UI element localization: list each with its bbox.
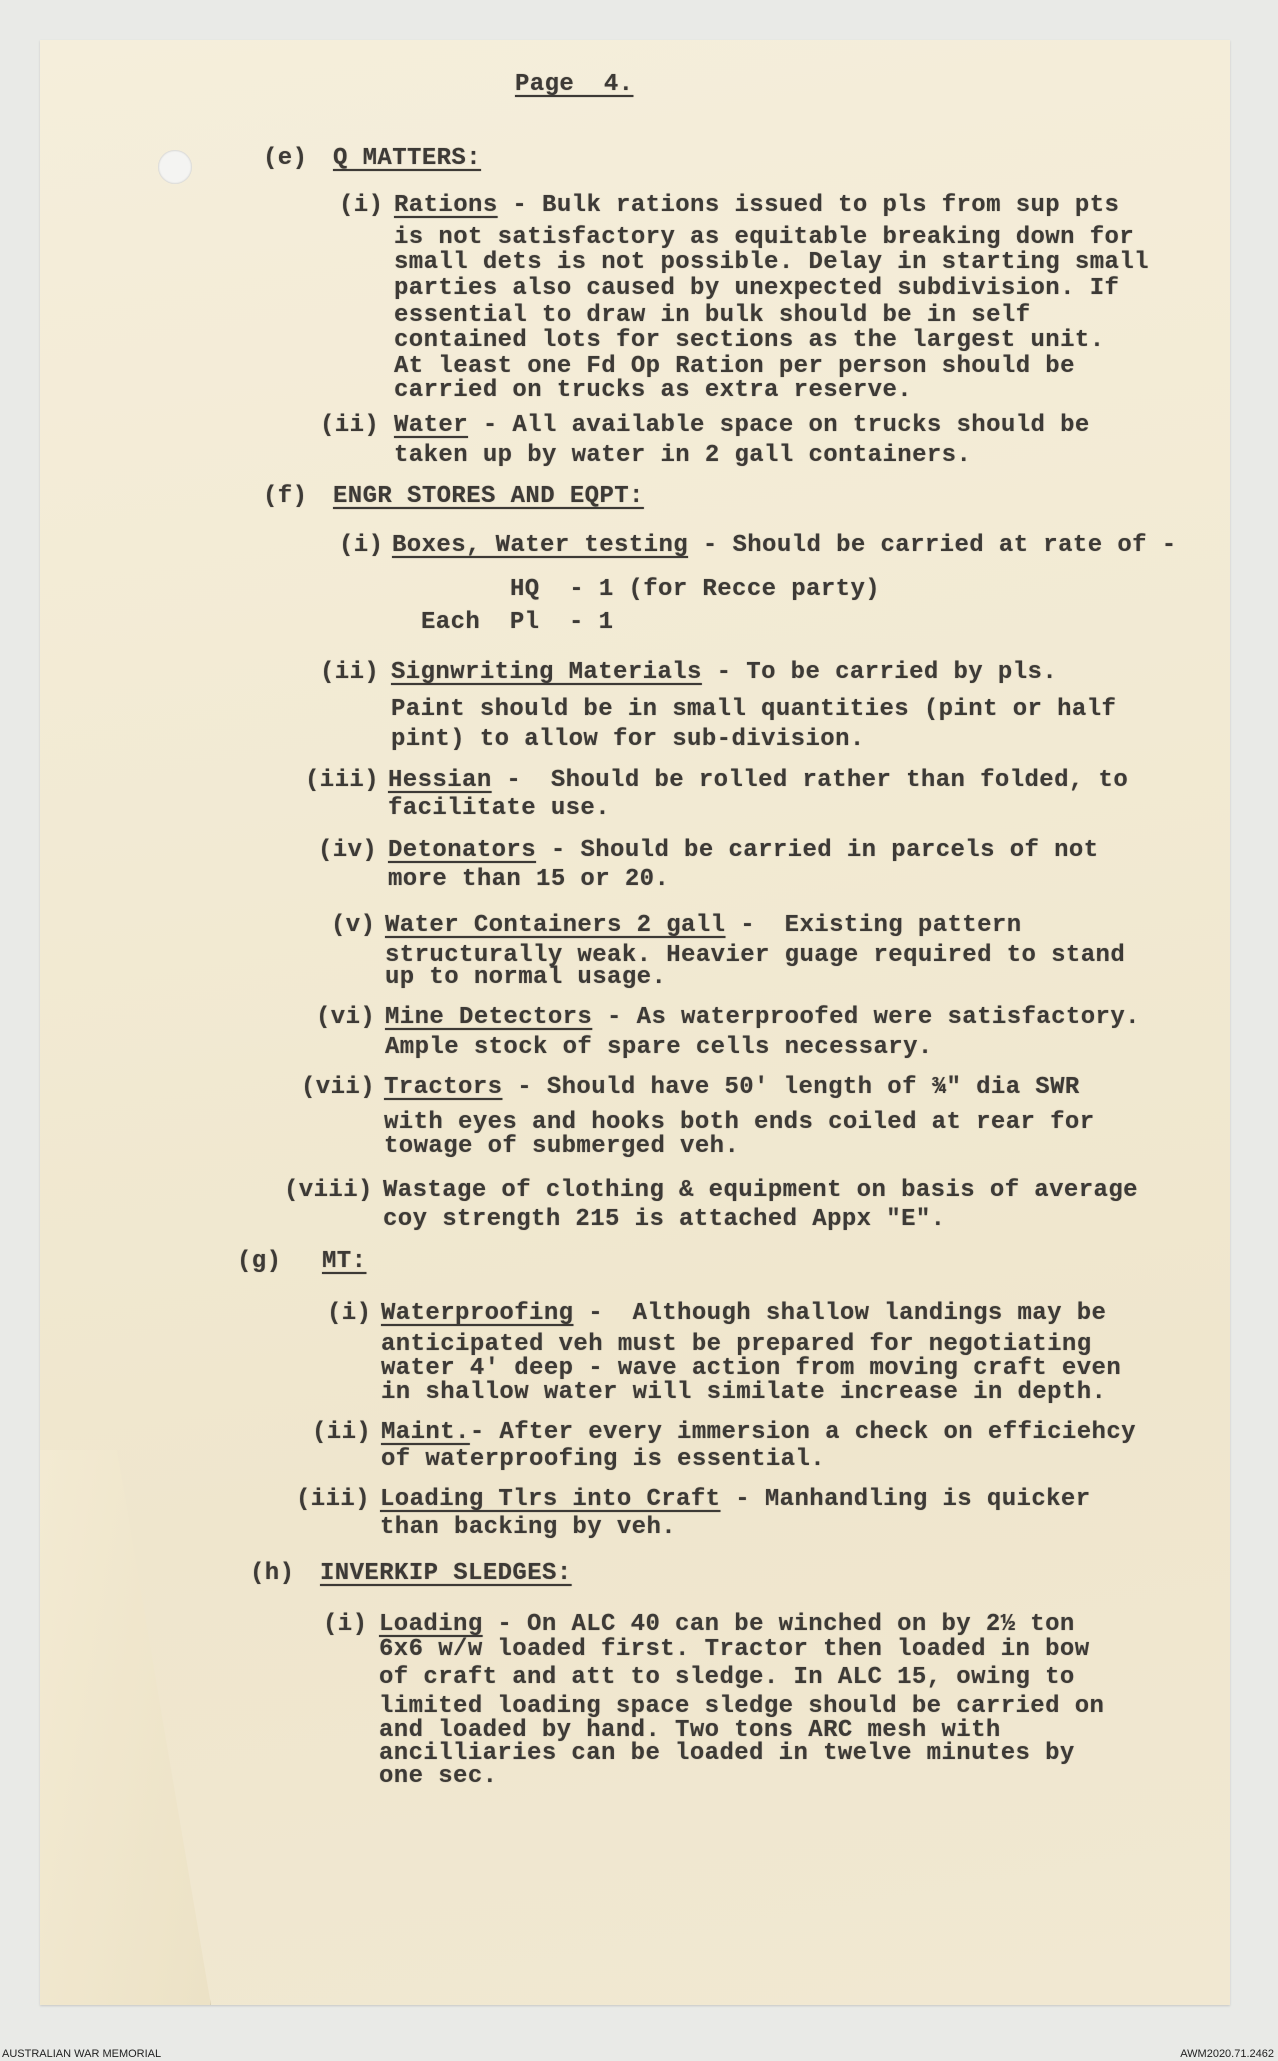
item-num: (vi)	[316, 1004, 376, 1031]
item-line: parties also caused by unexpected subdivision. If	[394, 275, 1120, 302]
item-num: (viii)	[284, 1177, 373, 1204]
item-text: - Should be rolled rather than folded, to	[491, 767, 1129, 794]
item-term: Boxes, Water testing	[392, 532, 689, 559]
item-line: HQ - 1 (for Recce party)	[510, 576, 881, 603]
section-f-heading: ENGR STORES AND EQPT:	[333, 483, 644, 510]
item-text: - Should have 50' length of ¾" dia SWR	[502, 1074, 1080, 1101]
item-first-line	[394, 191, 1119, 221]
item-first-line	[385, 911, 1022, 941]
item-line: Each Pl - 1	[421, 609, 614, 636]
item-text: - Existing pattern	[725, 912, 1022, 939]
item-term: Hessian	[388, 767, 492, 794]
item-term: Detonators	[388, 837, 537, 864]
item-num: (ii)	[312, 1419, 372, 1446]
item-line: essential to draw in bulk should be in self	[394, 302, 1031, 329]
item-line: and loaded by hand. Two tons ARC mesh with	[379, 1717, 1001, 1744]
item-first-line	[391, 658, 1057, 688]
item-term: Loading	[379, 1611, 483, 1638]
item-line: Paint should be in small quantities (pint or half	[391, 696, 1117, 723]
item-first-line	[381, 1299, 1106, 1329]
item-text: - All available space on trucks should be	[468, 412, 1090, 439]
item-first-line	[394, 411, 1090, 441]
item-num: (iii)	[305, 767, 380, 794]
item-line: At least one Fd Op Ration per person should be	[394, 353, 1075, 380]
item-line: anticipated veh must be prepared for negotiating	[381, 1331, 1092, 1358]
item-num: (ii)	[320, 412, 380, 439]
item-term: Water	[394, 412, 469, 439]
section-f-label: (f)	[263, 483, 308, 510]
item-line: small dets is not possible. Delay in starting small	[394, 249, 1149, 276]
item-num: (i)	[339, 192, 384, 219]
footer-accession-number: AWM2020.71.2462	[1180, 2048, 1274, 2060]
item-line: one sec.	[379, 1763, 498, 1790]
item-num: (i)	[327, 1300, 372, 1327]
item-first-line	[388, 766, 1128, 796]
item-num: (i)	[339, 532, 384, 559]
item-term: Waterproofing	[381, 1300, 574, 1327]
item-line: 6x6 w/w loaded first. Tractor then loaded in bow	[379, 1636, 1090, 1663]
item-num: (iv)	[318, 837, 378, 864]
item-term: Water Containers 2 gall	[385, 912, 726, 939]
footer-credit: AUSTRALIAN WAR MEMORIAL	[2, 2048, 162, 2060]
punch-hole	[158, 150, 192, 184]
item-line: more than 15 or 20.	[388, 866, 670, 893]
item-line: carried on trucks as extra reserve.	[394, 377, 913, 404]
item-text: - Should be carried in parcels of not	[536, 837, 1099, 864]
item-num: (v)	[331, 912, 376, 939]
item-term: Maint.	[381, 1419, 470, 1446]
item-text: - To be carried by pls.	[701, 659, 1058, 686]
item-text: - Manhandling is quicker	[720, 1486, 1091, 1513]
item-first-line	[388, 836, 1099, 866]
item-first-line	[380, 1485, 1091, 1515]
item-num: (iii)	[296, 1486, 371, 1513]
section-h-heading: INVERKIP SLEDGES:	[320, 1560, 572, 1587]
item-term: Signwriting Materials	[391, 659, 702, 686]
item-num: (ii)	[320, 659, 380, 686]
item-text: - As waterproofed were satisfactory.	[592, 1004, 1140, 1031]
item-line: coy strength 215 is attached Appx "E".	[383, 1206, 946, 1233]
item-line: than backing by veh.	[380, 1514, 677, 1541]
item-num: (i)	[323, 1611, 368, 1638]
item-text: Wastage of clothing & equipment on basis of average	[383, 1177, 1138, 1204]
item-term: Rations	[394, 192, 498, 219]
item-line: taken up by water in 2 gall containers.	[394, 442, 972, 469]
section-e-label: (e)	[263, 145, 308, 172]
item-first-line	[384, 1073, 1080, 1103]
item-line: up to normal usage.	[385, 964, 667, 991]
item-line: towage of submerged veh.	[384, 1133, 740, 1160]
item-line: in shallow water will similate increase in depth.	[381, 1379, 1107, 1406]
item-first-line	[381, 1418, 1136, 1448]
item-text: - After every immersion a check on efficiehcy	[469, 1419, 1136, 1446]
section-g-heading: MT:	[322, 1248, 367, 1275]
item-line: ancilliaries can be loaded in twelve minutes by	[379, 1740, 1075, 1767]
item-line: is not satisfactory as equitable breaking down for	[394, 224, 1135, 251]
item-term: Tractors	[384, 1074, 503, 1101]
section-g-label: (g)	[237, 1248, 282, 1275]
item-line: with eyes and hooks both ends coiled at rear for	[384, 1109, 1095, 1136]
item-term: Mine Detectors	[385, 1004, 593, 1031]
item-line: contained lots for sections as the largest unit.	[394, 327, 1105, 354]
item-line: limited loading space sledge should be carried on	[379, 1693, 1105, 1720]
item-text: - On ALC 40 can be winched on by 2½ ton	[482, 1611, 1075, 1638]
item-term: Loading Tlrs into Craft	[380, 1486, 721, 1513]
page-number: Page 4.	[515, 71, 634, 98]
item-text: - Bulk rations issued to pls from sup pts	[497, 192, 1120, 219]
item-line: pint) to allow for sub-division.	[391, 726, 865, 753]
item-line: water 4' deep - wave action from moving craft even	[381, 1355, 1122, 1382]
item-text: - Although shallow landings may be	[573, 1300, 1107, 1327]
section-h-label: (h)	[250, 1560, 295, 1587]
item-line: of craft and att to sledge. In ALC 15, owing to	[379, 1664, 1075, 1691]
item-num: (vii)	[301, 1074, 376, 1101]
item-line: facilitate use.	[388, 795, 611, 822]
item-line: structurally weak. Heavier guage required to stand	[385, 942, 1126, 969]
item-first-line	[385, 1003, 1140, 1033]
item-text: - Should be carried at rate of -	[688, 532, 1177, 559]
section-e-heading: Q MATTERS:	[333, 145, 482, 172]
item-line: Ample stock of spare cells necessary.	[385, 1034, 933, 1061]
item-line: of waterproofing is essential.	[381, 1446, 826, 1473]
item-first-line	[392, 531, 1177, 561]
